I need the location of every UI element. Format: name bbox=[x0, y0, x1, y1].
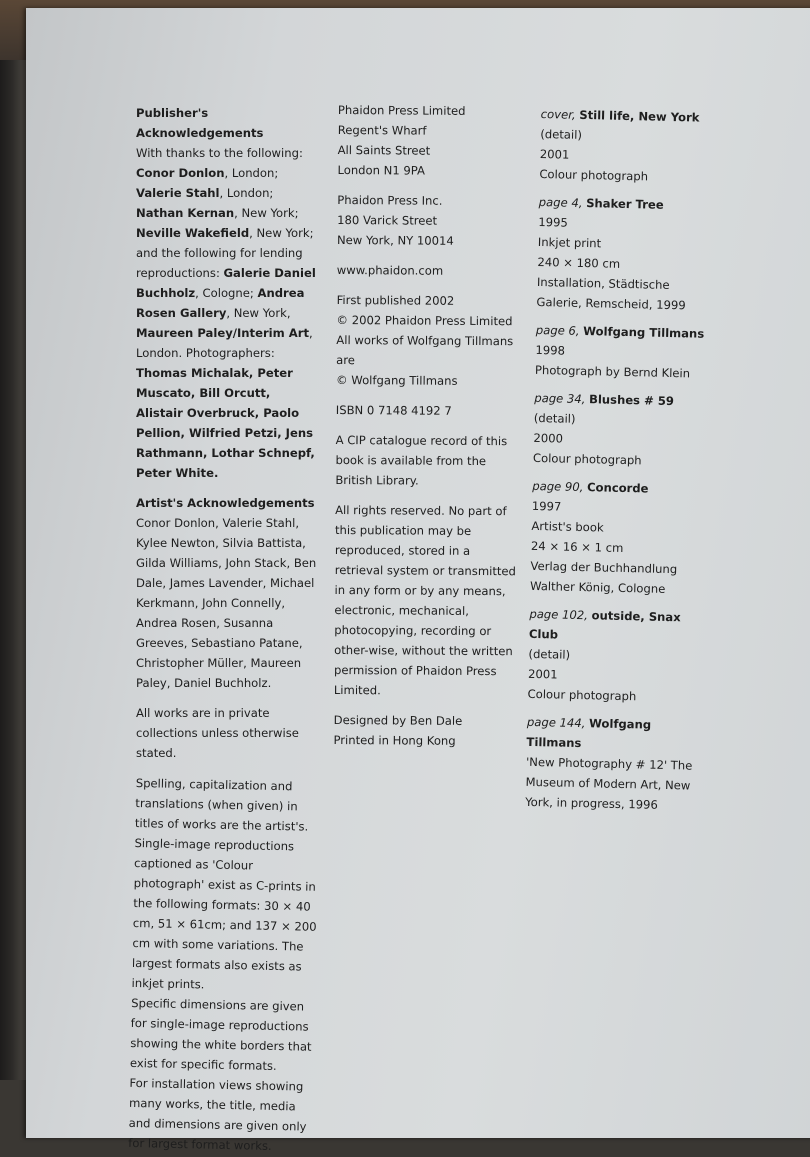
publishers-acknowledgements-text: With thanks to the following: Conor Donlon, London; Valerie Stahl, London; Nathan Kernan, New York; Neville Wakefield, New York; and the following for lending reproductions: Galerie Daniel Buchholz, Cologne; Andrea Rosen Gallery, New York, Maureen Paley/Interim Art, London. Photographers: Thomas Michalak, Peter Muscato, Bill Orcutt, Alistair Overbruck, Paolo Pellion, Wilfried Petzi, Jens Rathmann, Lothar Schnepf, Peter White. bbox=[136, 146, 316, 480]
single-image-note: Single-image reproductions captioned as 'Colour photograph' exist as C-prints in the following formats: 30 × 40 cm, 51 × 61cm; and 137 × 200 cm with some variations. The largest formats also exists as inkjet prints. bbox=[131, 835, 317, 992]
cip-notice: A CIP catalogue record of this book is available from the British Library. bbox=[335, 432, 508, 488]
address-us: Phaidon Press Inc. 180 Varick Street New York, NY 10014 bbox=[336, 192, 454, 248]
credit-entry: page 102, outside, Snax Club (detail) 2001 Colour photograph bbox=[527, 606, 681, 704]
copyright-block: First published 2002 © 2002 Phaidon Press Limited All works of Wolfgang Tillmans are © Wolfgang Tillmans bbox=[335, 292, 514, 388]
rights-notice: All rights reserved. No part of this publication may be reproduced, stored in a retrieval system or transmitted in any form or by any means, electronic, mechanical, photocopying, recording or other-wise, without the written permission of Phaidon Press Limited. bbox=[333, 502, 516, 698]
artists-acknowledgements-heading: Artist's Acknowledgements bbox=[136, 496, 315, 510]
publishers-acknowledgements-heading: Publisher's Acknowledgements bbox=[136, 106, 264, 140]
installation-note: For installation views showing many works, the title, media and dimensions are given only for largest format works. bbox=[128, 1075, 307, 1153]
credit-entry: page 34, Blushes # 59 (detail) 2000 Colour photograph bbox=[532, 390, 675, 468]
isbn: ISBN 0 7148 4192 7 bbox=[335, 402, 452, 418]
illustration-credits-column bbox=[525, 104, 711, 816]
publisher-info-column bbox=[333, 100, 523, 751]
credit-entry: page 144, Wolfgang Tillmans 'New Photography # 12' The Museum of Modern Art, New York, in progress, 1996 bbox=[525, 714, 693, 812]
website: www.phaidon.com bbox=[336, 262, 444, 278]
artists-acknowledgements-text: Conor Donlon, Valerie Stahl, Kylee Newton, Silvia Battista, Gilda Williams, John Stack, Ben Dale, James Lavender, Michael Kerkmann, John Connelly, Andrea Rosen, Susanna Greeves, Sebastiano Patane, Christopher Müller, Maureen Paley, Daniel Buchholz. bbox=[136, 516, 317, 690]
credit-entry: page 90, Concorde 1997 Artist's book 24 × 16 × 1 cm Verlag der Buchhandlung Walther König, Cologne bbox=[529, 478, 678, 596]
credit-entry: page 4, Shaker Tree 1995 Inkjet print 240 × 180 cm Installation, Städtische Galerie, Remscheid, 1999 bbox=[536, 194, 686, 313]
acknowledgements-column bbox=[128, 103, 321, 1153]
credits: Designed by Ben Dale Printed in Hong Kong bbox=[333, 712, 463, 748]
dimensions-note: Specific dimensions are given for single-image reproductions showing the white borders that exist for specific formats. bbox=[129, 995, 312, 1074]
address-uk: Phaidon Press Limited Regent's Wharf All Saints Street London N1 9PA bbox=[337, 102, 466, 178]
credit-entry: page 6, Wolfgang Tillmans 1998 Photograph by Bernd Klein bbox=[534, 322, 705, 381]
credit-entry: cover, Still life, New York (detail) 2001 Colour photograph bbox=[539, 106, 700, 184]
spelling-note: Spelling, capitalization and translations (when given) in titles of works are the artist's. bbox=[134, 775, 309, 834]
collections-note: All works are in private collections unless otherwise stated. bbox=[136, 706, 299, 760]
